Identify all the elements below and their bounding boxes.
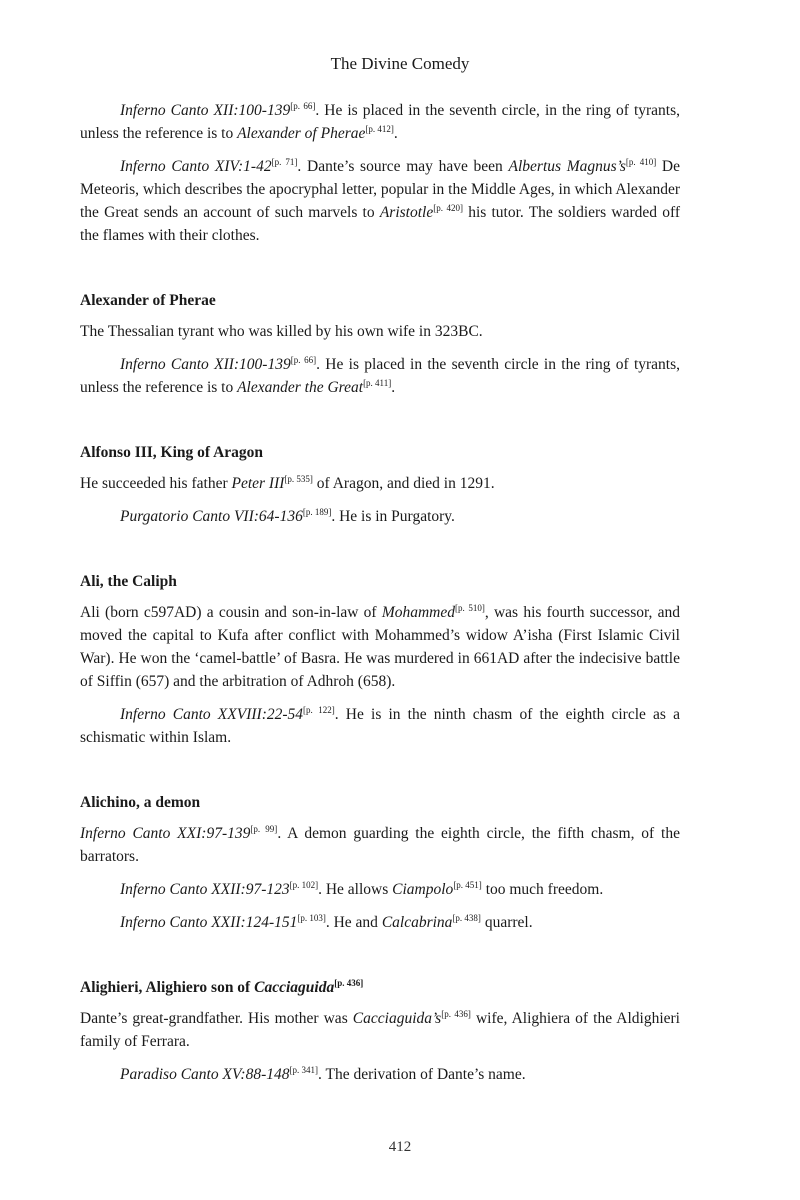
- cross-reference-link[interactable]: Peter III: [231, 475, 285, 492]
- page-ref[interactable]: [p. 535]: [284, 474, 313, 484]
- page-ref[interactable]: [p. 436]: [441, 1009, 471, 1019]
- page-ref[interactable]: [p. 451]: [453, 880, 482, 890]
- cross-reference-link[interactable]: Albertus Magnus’s: [508, 158, 626, 175]
- cross-reference-link[interactable]: Calcabrina: [381, 914, 453, 931]
- page-ref[interactable]: [p. 410]: [625, 157, 657, 167]
- entry-description: The Thessalian tyrant who was killed by his own wife in 323BC.: [80, 323, 483, 340]
- page-ref[interactable]: [p. 66]: [290, 101, 316, 111]
- paragraph-alichino-inferno-xxii-b: Inferno Canto XXII:124-151[p. 103]. He and Calcabrina[p. 438] quarrel.: [120, 913, 533, 931]
- entry-heading-alighieri: Alighieri, Alighiero son of Cacciaguida[p. 436]: [80, 978, 364, 996]
- canto-reference[interactable]: Paradiso Canto XV:88-148: [120, 1066, 290, 1083]
- canto-reference[interactable]: Inferno Canto XII:100-139: [120, 102, 291, 119]
- page-content: [80, 99, 680, 1086]
- page-ref[interactable]: [p. 99]: [250, 824, 278, 834]
- page-title: The Divine Comedy: [330, 54, 470, 73]
- page-ref[interactable]: [p. 411]: [363, 378, 392, 388]
- page-ref[interactable]: [p. 189]: [302, 507, 332, 517]
- entry-description: Ali (born c597AD) a cousin and son-in-law of Mohammed[p. 510], was his fourth successor, and moved the capital to Kufa after conflict with Mohammed’s widow A’isha (First Islamic Civil War). He won the ‘camel-battle’ of Basra. He was murdered in 661AD after the indecisive battle of Siffin (657) and the arbitration of Adhroh (658).: [80, 603, 680, 690]
- cross-reference-link[interactable]: Aristotle: [379, 204, 434, 221]
- page-ref[interactable]: [p. 510]: [455, 603, 485, 613]
- cross-reference-link[interactable]: Cacciaguida’s: [352, 1010, 442, 1027]
- entry-heading-alichino: Alichino, a demon: [80, 794, 201, 811]
- paragraph-alfonso-purgatorio: Purgatorio Canto VII:64-136[p. 189]. He is in Purgatory.: [120, 507, 455, 525]
- page-ref[interactable]: [p. 436]: [334, 978, 364, 988]
- entry-description: He succeeded his father Peter III[p. 535] of Aragon, and died in 1291.: [80, 474, 495, 492]
- paragraph-ali-inferno-xxviii: Inferno Canto XXVIII:22-54[p. 122]. He is in the ninth chasm of the eighth circle as a schismatic within Islam.: [80, 705, 680, 746]
- canto-reference[interactable]: Inferno Canto XXI:97-139: [80, 825, 251, 842]
- canto-reference[interactable]: Inferno Canto XIV:1-42: [120, 158, 272, 175]
- canto-reference[interactable]: Inferno Canto XII:100-139: [120, 356, 291, 373]
- canto-reference[interactable]: Purgatorio Canto VII:64-136: [120, 508, 303, 525]
- page-ref[interactable]: [p. 438]: [452, 913, 481, 923]
- paragraph-alichino-inferno-xxii-a: Inferno Canto XXII:97-123[p. 102]. He allows Ciampolo[p. 451] too much freedom.: [120, 880, 604, 898]
- canto-reference[interactable]: Inferno Canto XXII:124-151: [120, 914, 298, 931]
- entry-description: Inferno Canto XXI:97-139[p. 99]. A demon guarding the eighth circle, the fifth chasm, of the barrators.: [80, 824, 680, 865]
- entry-heading-alexander-of-pherae: Alexander of Pherae: [80, 292, 216, 309]
- entry-heading-ali-the-caliph: Ali, the Caliph: [80, 573, 177, 590]
- cross-reference-link[interactable]: Alexander the Great: [237, 379, 364, 396]
- cross-reference-link[interactable]: Alexander of Pherae: [237, 125, 366, 142]
- page-ref[interactable]: [p. 102]: [289, 880, 319, 890]
- cross-reference-link[interactable]: Ciampolo: [392, 881, 454, 898]
- entry-heading-alfonso-iii: Alfonso III, King of Aragon: [80, 444, 264, 461]
- page-ref[interactable]: [p. 341]: [289, 1065, 318, 1075]
- paragraph-alexander-inferno-xii: Inferno Canto XII:100-139[p. 66]. He is placed in the seventh circle, in the ring of tyrants, unless the reference is to Alexander of Pherae[p. 412].: [80, 101, 681, 142]
- paragraph-pherae-inferno-xii: Inferno Canto XII:100-139[p. 66]. He is placed in the seventh circle in the ring of tyrants, unless the reference is to Alexander the Great[p. 411].: [80, 355, 681, 396]
- canto-reference[interactable]: Inferno Canto XXII:97-123: [120, 881, 290, 898]
- paragraph-alexander-inferno-xiv: Inferno Canto XIV:1-42[p. 71]. Dante’s source may have been Albertus Magnus’s[p. 410] De Meteoris, which describes the apocryphal letter, popular in the Middle Ages, in which Alexander the Great sends an account of such marvels to Aristotle[p. 420] his tutor. The soldiers warded off the flames with their clothes.: [80, 157, 680, 244]
- page-ref[interactable]: [p. 66]: [290, 355, 317, 365]
- paragraph-alighieri-paradiso: Paradiso Canto XV:88-148[p. 341]. The derivation of Dante’s name.: [120, 1065, 526, 1083]
- canto-reference[interactable]: Inferno Canto XXVIII:22-54: [120, 706, 304, 723]
- page-ref[interactable]: [p. 122]: [303, 705, 335, 715]
- page-ref[interactable]: [p. 412]: [365, 124, 394, 134]
- page-ref[interactable]: [p. 71]: [271, 157, 298, 167]
- page-ref[interactable]: [p. 420]: [433, 203, 464, 213]
- cross-reference-link[interactable]: Mohammed: [381, 604, 456, 621]
- cross-reference-link[interactable]: Cacciaguida: [254, 979, 335, 996]
- page-ref[interactable]: [p. 103]: [297, 913, 326, 923]
- page-number: 412: [388, 1139, 412, 1155]
- entry-description: Dante’s great-grandfather. His mother was Cacciaguida’s[p. 436] wife, Alighiera of the Aldighieri family of Ferrara.: [80, 1009, 680, 1050]
